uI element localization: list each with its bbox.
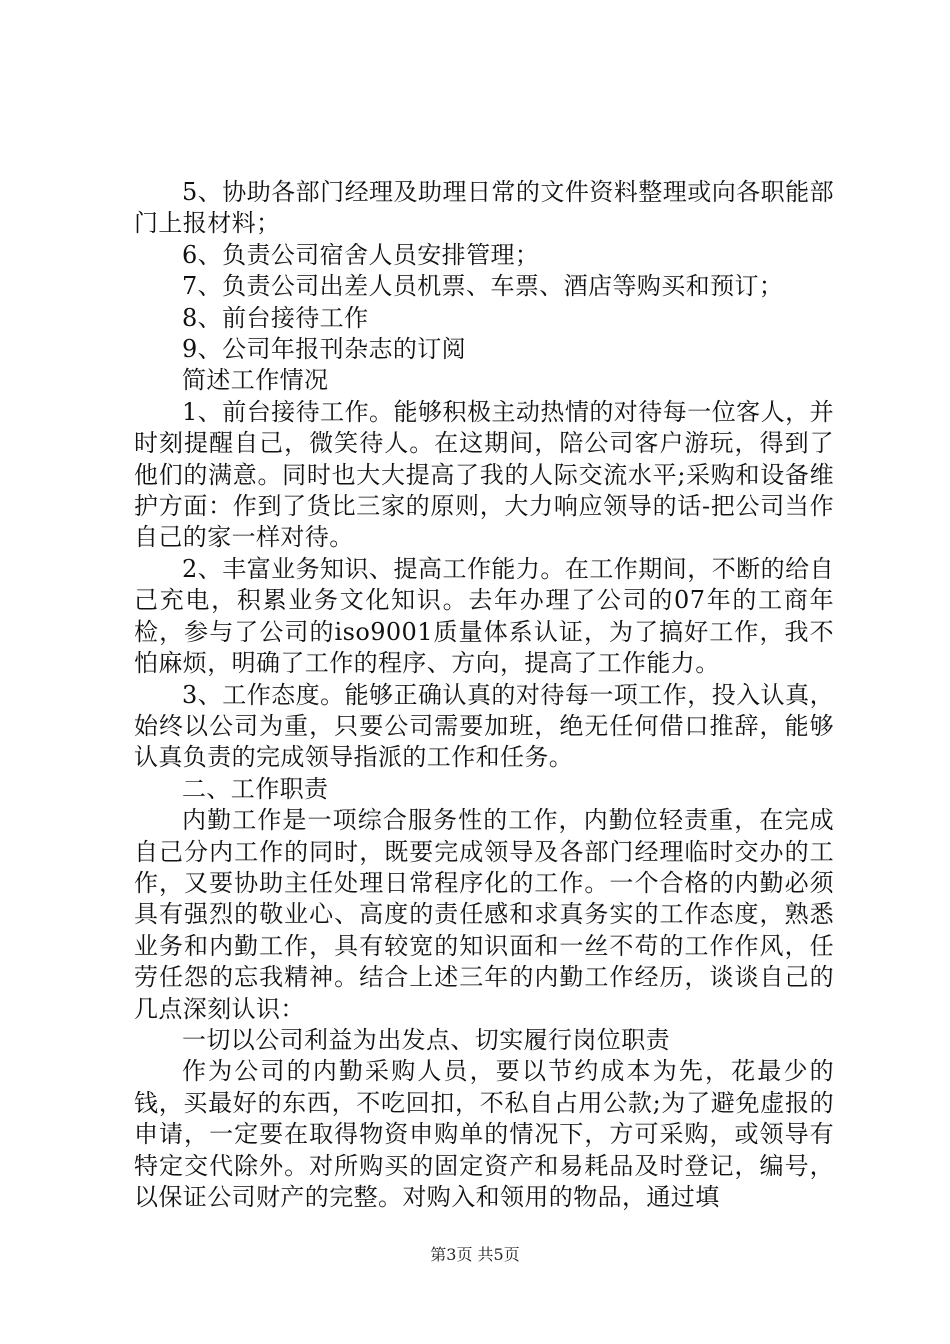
paragraph-item-7: 7、负责公司出差人员机票、车票、酒店等购买和预订； [182, 272, 784, 301]
paragraph-item-6: 6、负责公司宿舍人员安排管理； [182, 240, 540, 269]
paragraph-item-9: 9、公司年报刊杂志的订阅 [182, 335, 467, 364]
paragraph-attitude: 3、工作态度。能够正确认真的对待每一项工作，投入认真，始终以公司为重，只要公司需要加班，绝无任何借口推辞，能够认真负责的完成领导指派的工作和任务。 [134, 680, 834, 772]
paragraph-duties-body: 内勤工作是一项综合服务性的工作，内勤位轻责重，在完成自己分内工作的同时，既要完成领导及各部门经理临时交办的工作，又要协助主任处理日常程序化的工作。一个合格的内勤必须具有强烈的敬业心、高度的责任感和求真务实的工作态度，熟悉业务和内勤工作，具有较宽的知识面和一丝不苟的工作作风，任劳任怨的忘我精神。结合上述三年的内勤工作经历，谈谈自己的几点深刻认识： [134, 806, 834, 1023]
paragraph-item-5: 5、协助各部门经理及助理日常的文件资料整理或向各职能部门上报材料； [134, 178, 834, 238]
paragraph-procurement: 作为公司的内勤采购人员，要以节约成本为先，花最少的钱，买最好的东西，不吃回扣，不私自占用公款;为了避免虚报的申请，一定要在取得物资申购单的情况下，方可采购，或领导有特定交代除外。对所购买的固定资产和易耗品及时登记，编号，以保证公司财产的完整。对购入和领用的物品，通过填 [134, 1057, 834, 1211]
paragraph-reception: 1、前台接待工作。能够积极主动热情的对待每一位客人，并时刻提醒自己，微笑待人。在这期间，陪公司客户游玩，得到了他们的满意。同时也大大提高了我的人际交流水平;采购和设备维护方面：作到了货比三家的原则，大力响应领导的话-把公司当作自己的家一样对待。 [134, 397, 834, 552]
section-heading-work-summary: 简述工作情况 [182, 366, 329, 395]
document-body [134, 177, 834, 1213]
paragraph-knowledge: 2、丰富业务知识、提高工作能力。在工作期间，不断的给自己充电，积累业务文化知识。去年办理了公司的07年的工商年检，参与了公司的iso9001质量体系认证，为了搞好工作，我不怕麻烦，明确了工作的程序、方向，提高了工作能力。 [134, 554, 834, 678]
section-heading-duties: 二、工作职责 [182, 774, 329, 803]
page-number-footer: 第3页 共5页 [430, 1245, 520, 1264]
paragraph-item-8: 8、前台接待工作 [182, 303, 369, 332]
section-heading-company-interest: 一切以公司利益为出发点、切实履行岗位职责 [182, 1025, 670, 1054]
